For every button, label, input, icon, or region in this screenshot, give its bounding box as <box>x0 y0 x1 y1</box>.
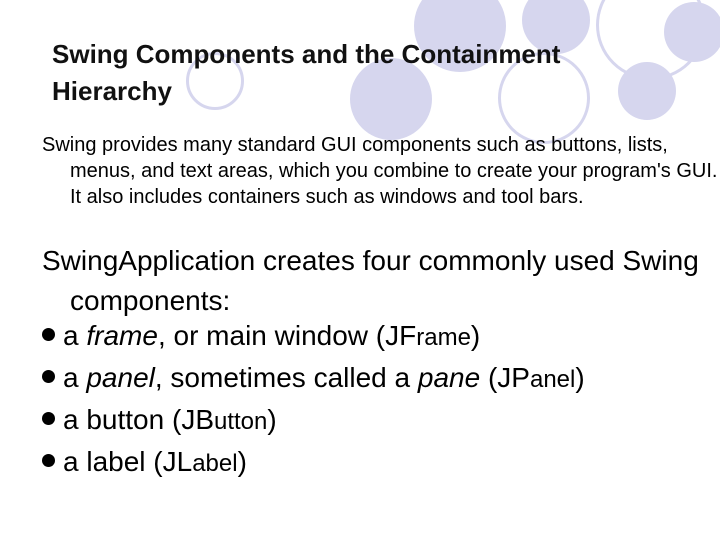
class-name: JPanel <box>497 362 576 393</box>
bullet-text: ) <box>470 320 481 351</box>
bullet-text: a button ( <box>63 404 182 435</box>
class-name: JFrame <box>385 320 471 351</box>
bullet-term: pane <box>417 362 481 393</box>
decor-circle <box>664 2 720 62</box>
bullet-text: ) <box>575 362 585 393</box>
bullet-text: ( <box>480 362 498 393</box>
bullet-text: ) <box>267 404 277 435</box>
bullet-icon <box>42 370 55 383</box>
bullet-text: a <box>63 320 87 351</box>
bullet-term: panel <box>86 362 155 393</box>
list-item <box>42 315 712 357</box>
bullet-icon <box>42 412 55 425</box>
component-list <box>42 315 712 483</box>
bullet-icon <box>42 454 55 467</box>
bullet-text: ) <box>237 446 247 477</box>
bullet-text: , or main window ( <box>157 320 386 351</box>
class-name: JLabel <box>162 446 238 477</box>
main-paragraph: SwingApplication creates four commonly used Swing components: <box>42 245 699 316</box>
bullet-text: , sometimes called a <box>154 362 418 393</box>
list-item <box>42 441 712 483</box>
bullet-term: frame <box>86 320 158 351</box>
slide-title: Swing Components and the Containment Hierarchy <box>52 39 561 106</box>
list-item <box>42 357 712 399</box>
bullet-text: a <box>63 362 87 393</box>
bullet-icon <box>42 328 55 341</box>
bullet-text: a label ( <box>63 446 163 477</box>
intro-paragraph: Swing provides many standard GUI components such as buttons, lists, menus, and text areas, which you combine to create your program's GUI. It also includes containers such as windows and tool bars. <box>42 134 718 208</box>
class-name: JButton <box>181 404 268 435</box>
list-item <box>42 399 712 441</box>
